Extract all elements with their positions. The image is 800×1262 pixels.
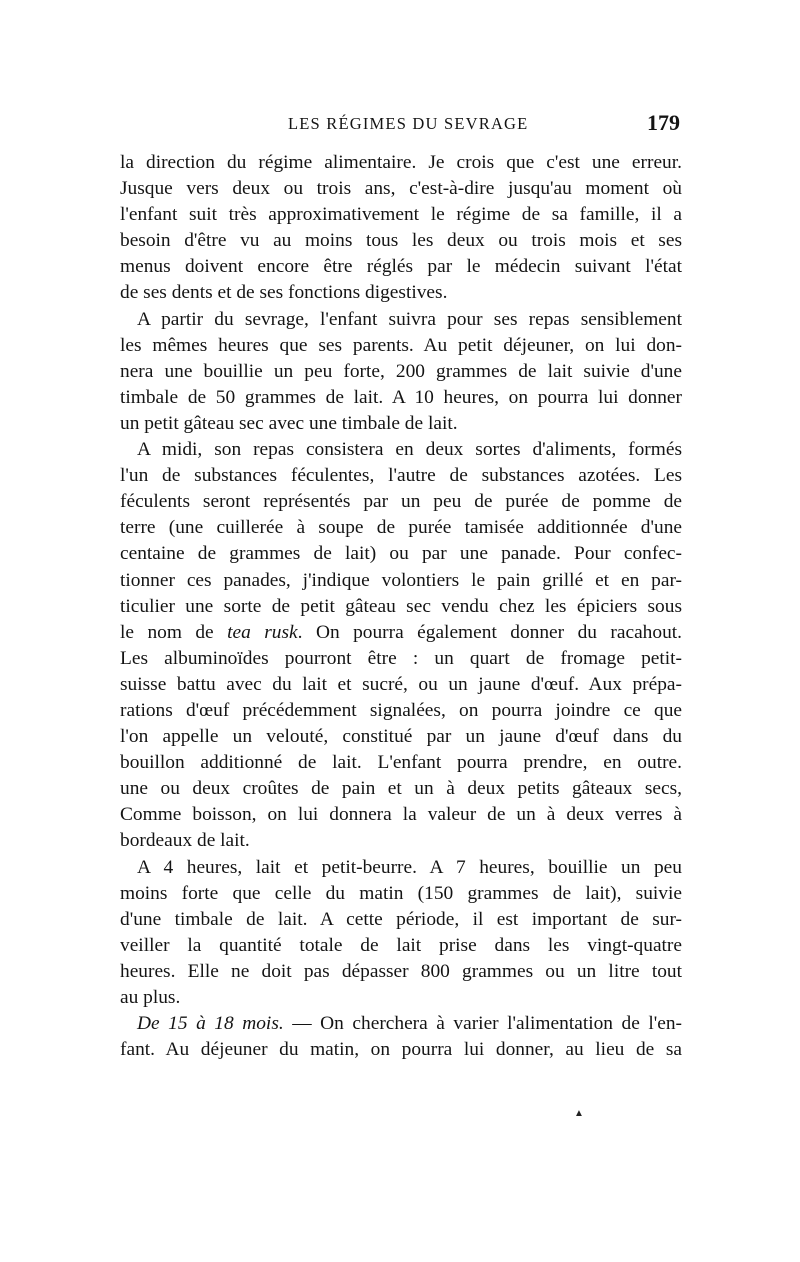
text-line: bordeaux de lait. — [120, 830, 250, 852]
italic-term: tea rusk — [227, 621, 298, 643]
text-line: de ses dents et de ses fonctions digestives. — [120, 282, 448, 304]
text-line: nera une bouillie un peu forte, 200 grammes de lait suivie d'une — [120, 360, 682, 382]
text-line: bouillon additionné de lait. L'enfant pourra prendre, en outre. — [120, 752, 682, 774]
text-line: suisse battu avec du lait et sucré, ou un jaune d'œuf. Aux prépa- — [120, 673, 682, 695]
text-line: besoin d'être vu au moins tous les deux ou trois mois et ses — [120, 230, 682, 252]
text-line: les mêmes heures que ses parents. Au petit déjeuner, on lui don- — [120, 334, 682, 356]
text-line: Jusque vers deux ou trois ans, c'est-à-dire jusqu'au moment où — [120, 178, 682, 200]
printer-mark: ▲ — [574, 1108, 584, 1119]
text-line: A partir du sevrage, l'enfant suivra pour ses repas sensiblement — [137, 308, 682, 330]
text-line: veiller la quantité totale de lait prise dans les vingt-quatre — [120, 934, 682, 956]
text-line: fant. Au déjeuner du matin, on pourra lui donner, au lieu de sa — [120, 1039, 682, 1061]
text-line: heures. Elle ne doit pas dépasser 800 grammes ou un litre tout — [120, 960, 682, 982]
running-head — [120, 110, 682, 144]
section-heading-italic: De 15 à 18 mois. — [137, 1013, 284, 1035]
running-title: LES RÉGIMES DU SEVRAGE — [288, 114, 529, 133]
body-text — [120, 150, 682, 1063]
text-segment: le nom de — [120, 621, 228, 643]
text-line: l'enfant suit très approximativement le régime de sa famille, il a — [120, 204, 682, 226]
text-line: Comme boisson, on lui donnera la valeur de un à deux verres à — [120, 804, 682, 826]
page-number: 179 — [647, 110, 680, 135]
text-line: terre (une cuillerée à soupe de purée tamisée additionnée d'une — [120, 517, 682, 539]
text-segment: — On cherchera à varier l'alimentation de l'en- — [283, 1013, 682, 1035]
text-segment: . On pourra également donner du racahout. — [297, 621, 683, 643]
text-line: féculents seront représentés par un peu de purée de pomme de — [120, 491, 682, 513]
text-line: ticulier une sorte de petit gâteau sec vendu chez les épiciers sous — [120, 595, 682, 617]
text-line: centaine de grammes de lait) ou par une panade. Pour confec- — [120, 543, 682, 565]
text-line: l'on appelle un velouté, constitué par un jaune d'œuf dans du — [120, 726, 682, 748]
text-line-with-italic — [120, 1011, 682, 1037]
text-line: Les albuminoïdes pourront être : un quart de fromage petit- — [120, 647, 682, 669]
text-line: au plus. — [120, 987, 181, 1008]
text-line: A 4 heures, lait et petit-beurre. A 7 heures, bouillie un peu — [137, 856, 682, 878]
text-line: d'une timbale de lait. A cette période, il est important de sur- — [120, 908, 682, 930]
text-line: rations d'œuf précédemment signalées, on pourra joindre ce que — [120, 699, 682, 721]
text-line: moins forte que celle du matin (150 grammes de lait), suivie — [120, 882, 682, 904]
text-line: tionner ces panades, j'indique volontiers le pain grillé et en par- — [120, 569, 682, 591]
text-line: A midi, son repas consistera en deux sortes d'aliments, formés — [137, 439, 682, 461]
text-line: une ou deux croûtes de pain et un à deux petits gâteaux secs, — [120, 778, 682, 800]
text-line: l'un de substances féculentes, l'autre de substances azotées. Les — [120, 465, 682, 487]
text-line-with-italic — [120, 620, 682, 646]
text-line: un petit gâteau sec avec une timbale de lait. — [120, 412, 458, 434]
text-line: menus doivent encore être réglés par le médecin suivant l'état — [120, 256, 682, 278]
text-line: la direction du régime alimentaire. Je crois que c'est une erreur. — [120, 152, 682, 173]
text-line: timbale de 50 grammes de lait. A 10 heures, on pourra lui donner — [120, 386, 682, 408]
